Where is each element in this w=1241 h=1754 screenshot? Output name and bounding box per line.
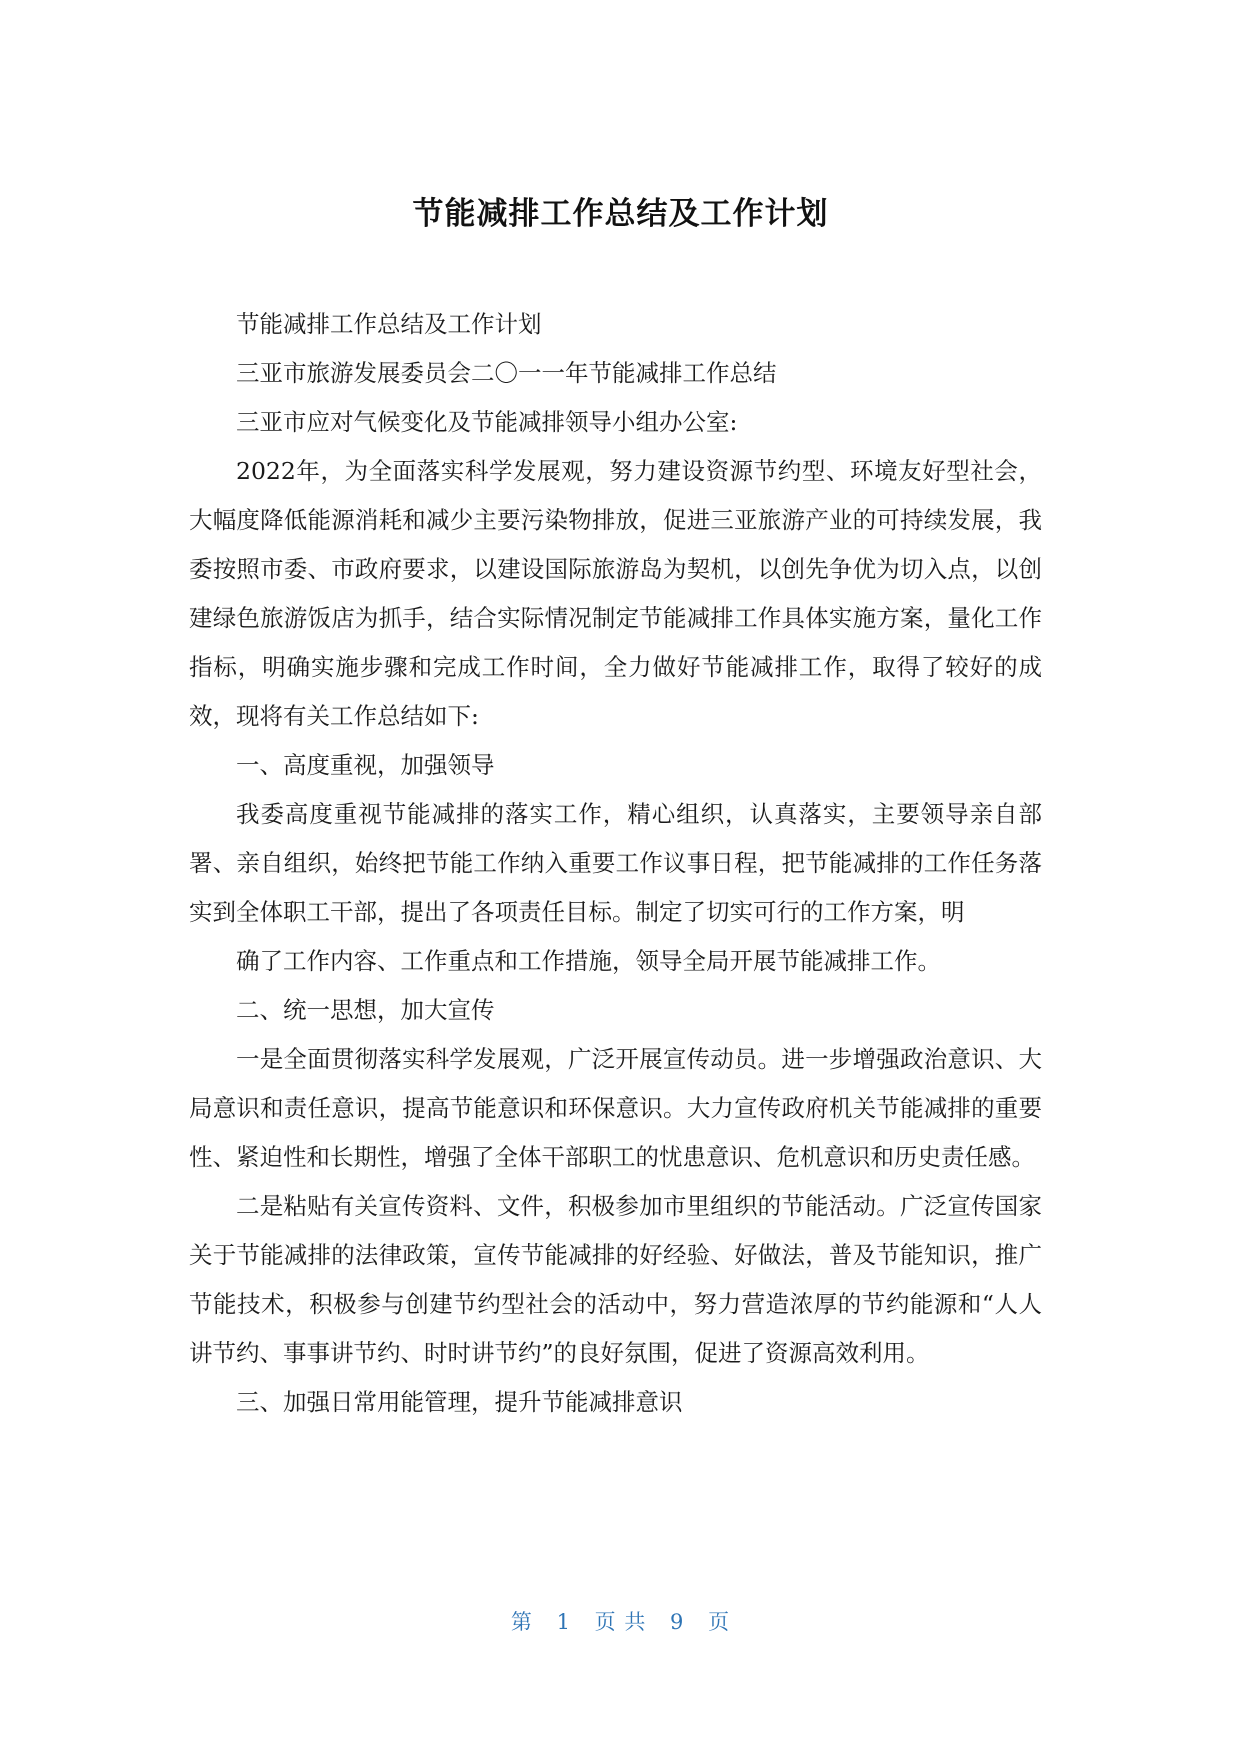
footer-total-pages: 9 <box>670 1610 685 1634</box>
paragraph-section-2a: 一是全面贯彻落实科学发展观，广泛开展宣传动员。进一步增强政治意识、大局意识和责任意识，提高节能意识和环保意识。大力宣传政府机关节能减排的重要性、紧迫性和长期性，增强了全体干部职工的忧患意识、危机意识和历史责任感。 <box>189 1045 1042 1171</box>
page-footer <box>0 1606 1241 1636</box>
document-title: 节能减排工作总结及工作计划 <box>412 196 829 232</box>
section-heading-3: 三、加强日常用能管理，提升节能减排意识 <box>236 1388 683 1416</box>
paragraph-section-2b: 二是粘贴有关宣传资料、文件，积极参加市里组织的节能活动。广泛宣传国家关于节能减排的法律政策，宣传节能减排的好经验、好做法，普及节能知识，推广节能技术，积极参与创建节约型社会的活动中，努力营造浓厚的节约能源和“人人讲节约、事事讲节约、时时讲节约”的良好氛围，促进了资源高效利用。 <box>189 1192 1042 1367</box>
section-heading-2: 二、统一思想，加大宣传 <box>236 996 495 1024</box>
paragraph-report-title: 三亚市旅游发展委员会二〇一一年节能减排工作总结 <box>236 359 777 387</box>
paragraph-intro: 2022年，为全面落实科学发展观，努力建设资源节约型、环境友好型社会，大幅度降低能源消耗和减少主要污染物排放，促进三亚旅游产业的可持续发展，我委按照市委、市政府要求，以建设国际旅游岛为契机，以创先争优为切入点，以创建绿色旅游饭店为抓手，结合实际情况制定节能减排工作具体实施方案，量化工作指标，明确实施步骤和完成工作时间，全力做好节能减排工作，取得了较好的成效，现将有关工作总结如下: <box>189 457 1042 730</box>
footer-label-of: 页 共 <box>594 1610 647 1634</box>
footer-label-pages: 页 <box>708 1610 731 1634</box>
paragraph-section-1: 我委高度重视节能减排的落实工作，精心组织，认真落实，主要领导亲自部署、亲自组织，始终把节能工作纳入重要工作议事日程，把节能减排的工作任务落实到全体职工干部，提出了各项责任目标。制定了切实可行的工作方案，明 <box>189 800 1042 926</box>
footer-label-page: 第 <box>510 1610 533 1634</box>
footer-current-page: 1 <box>556 1610 571 1634</box>
paragraph-section-1-cont: 确了工作内容、工作重点和工作措施，领导全局开展节能减排工作。 <box>236 947 941 975</box>
document-body <box>189 300 1042 1427</box>
paragraph-addressee: 三亚市应对气候变化及节能减排领导小组办公室: <box>236 408 738 436</box>
section-heading-1: 一、高度重视，加强领导 <box>236 751 495 779</box>
paragraph-heading: 节能减排工作总结及工作计划 <box>236 310 542 338</box>
